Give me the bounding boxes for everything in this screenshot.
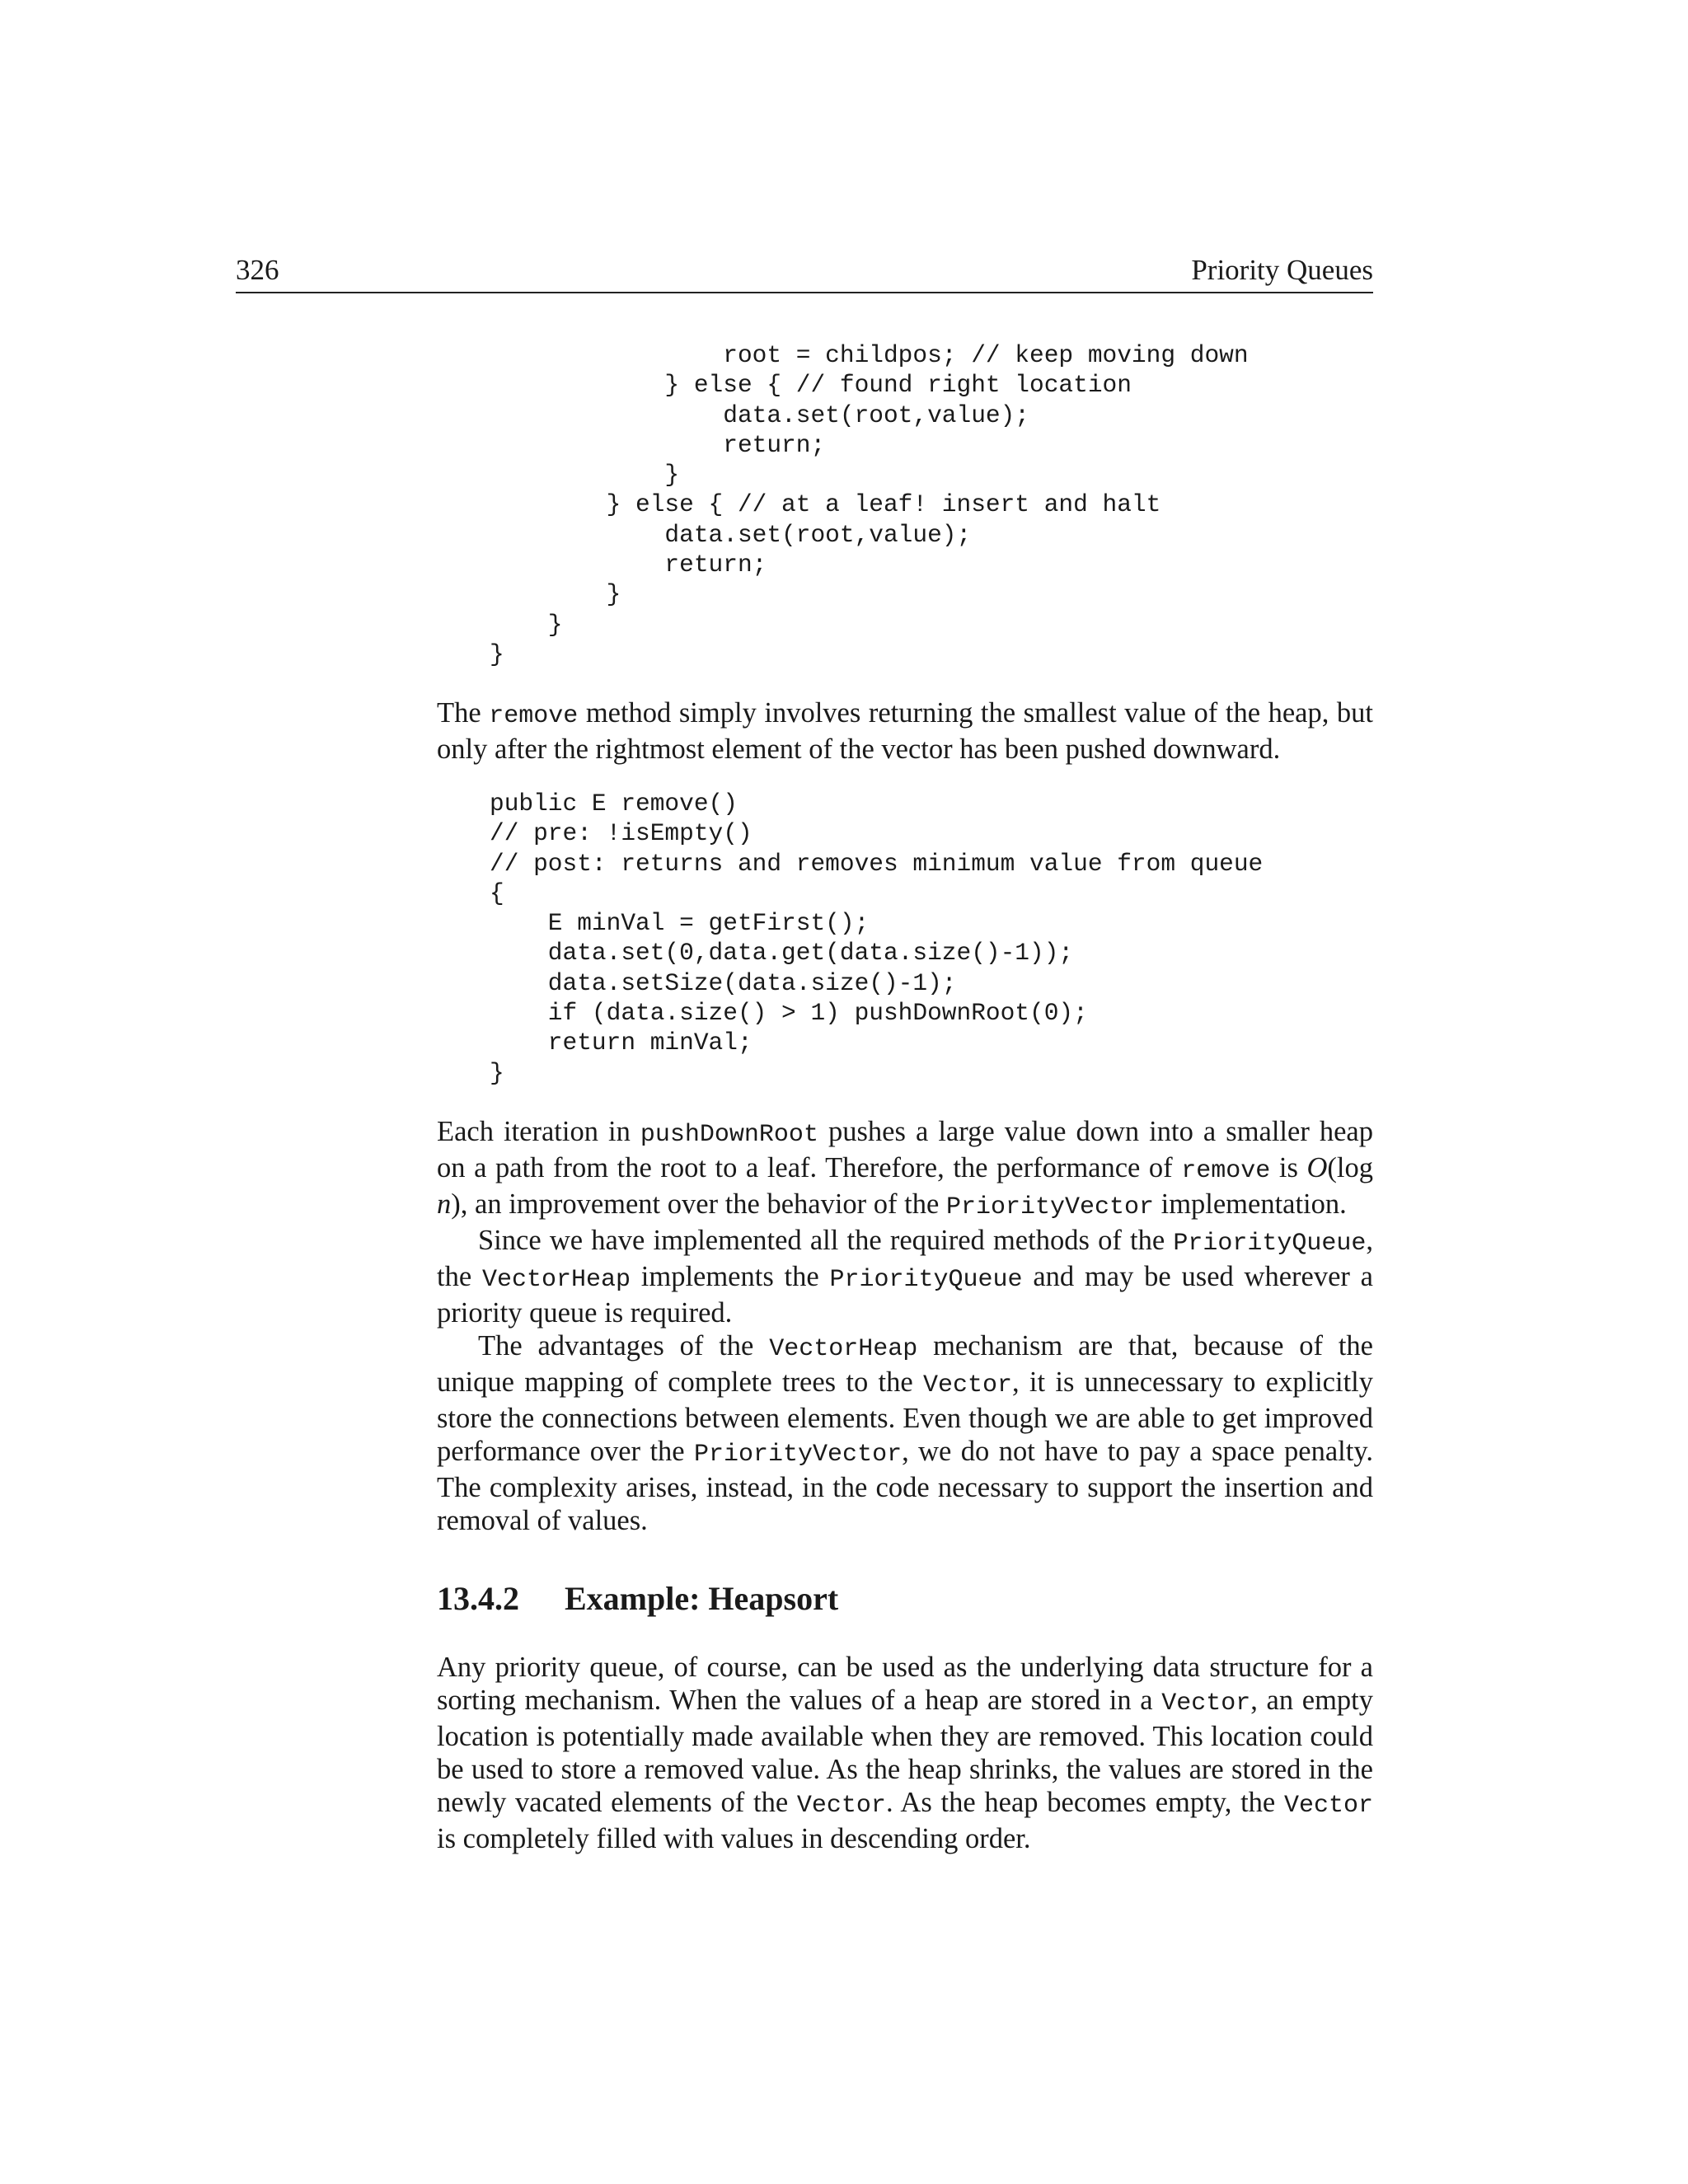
code-block-pushdown-tail: root = childpos; // keep moving down } else { // found right location data.set(root,value); return; } } else { // at a leaf! insert and halt data.set(root,value); return; } } } bbox=[490, 341, 1249, 668]
section-number: 13.4.2 bbox=[437, 1580, 519, 1617]
inline-code: PriorityVector bbox=[945, 1193, 1154, 1221]
inline-code: Vector bbox=[796, 1792, 886, 1820]
paragraph-since: Since we have implemented all the required methods of the PriorityQueue, the VectorHeap implements the PriorityQueue and may be used wherever a priority queue is required. bbox=[437, 1225, 1373, 1329]
code-block-remove-method: public E remove() // pre: !isEmpty() // post: returns and removes minimum value from queue { E minVal = getFirst(); data.set(0,data.get(data.size()-1)); data.setSize(data.size()-1); if (data.size() > 1) pushDownRoot(0); return minVal; } bbox=[490, 790, 1264, 1087]
paragraph-iteration: Each iteration in pushDownRoot pushes a large value down into a smaller heap on a path from the root to a leaf. Therefore, the performance of remove is O(log n), an improvement over the behavior of the PriorityVector implementation. bbox=[437, 1116, 1373, 1221]
page-header bbox=[236, 247, 1373, 293]
section-title: Example: Heapsort bbox=[565, 1580, 839, 1617]
inline-code: PriorityQueue bbox=[1173, 1230, 1367, 1258]
inline-code: VectorHeap bbox=[481, 1266, 631, 1294]
inline-code: Vector bbox=[1283, 1792, 1374, 1820]
inline-code: Vector bbox=[922, 1371, 1012, 1399]
inline-code: remove bbox=[489, 702, 579, 730]
paragraph-heapsort: Any priority queue, of course, can be used as the underlying data structure for a sorting mechanism. When the values of a heap are stored in a Vector, an empty location is potentially made available when they are removed. This location could be used to store a removed value. As the heap shrinks, the values are stored in the newly vacated elements of the Vector. As the heap becomes empty, the Vector is completely filled with values in descending order. bbox=[437, 1652, 1374, 1854]
inline-code: PriorityVector bbox=[694, 1441, 903, 1469]
math-complexity: O(log n) bbox=[437, 1152, 1373, 1220]
inline-code: PriorityQueue bbox=[829, 1266, 1023, 1294]
paragraph-remove-intro: The remove method simply involves returning the smallest value of the heap, but only after the rightmost element of the vector has been pushed downward. bbox=[437, 697, 1374, 765]
paragraph-advantages: The advantages of the VectorHeap mechanism are that, because of the unique mapping of complete trees to the Vector, it is unnecessary to explicitly store the connections between elements. Even though we are able to get improved performance over the PriorityVector, we do not have to pay a space penalty. The complexity arises, instead, in the code necessary to support the insertion and removal of values. bbox=[437, 1330, 1373, 1536]
inline-code: remove bbox=[1181, 1157, 1271, 1185]
page-number: 326 bbox=[236, 254, 279, 286]
inline-code: Vector bbox=[1161, 1690, 1251, 1718]
prose-block-analysis bbox=[437, 1115, 1373, 1537]
inline-code: VectorHeap bbox=[769, 1335, 918, 1363]
running-head: Priority Queues bbox=[1191, 254, 1373, 286]
section-heading bbox=[437, 1579, 838, 1619]
inline-code: pushDownRoot bbox=[640, 1121, 818, 1149]
